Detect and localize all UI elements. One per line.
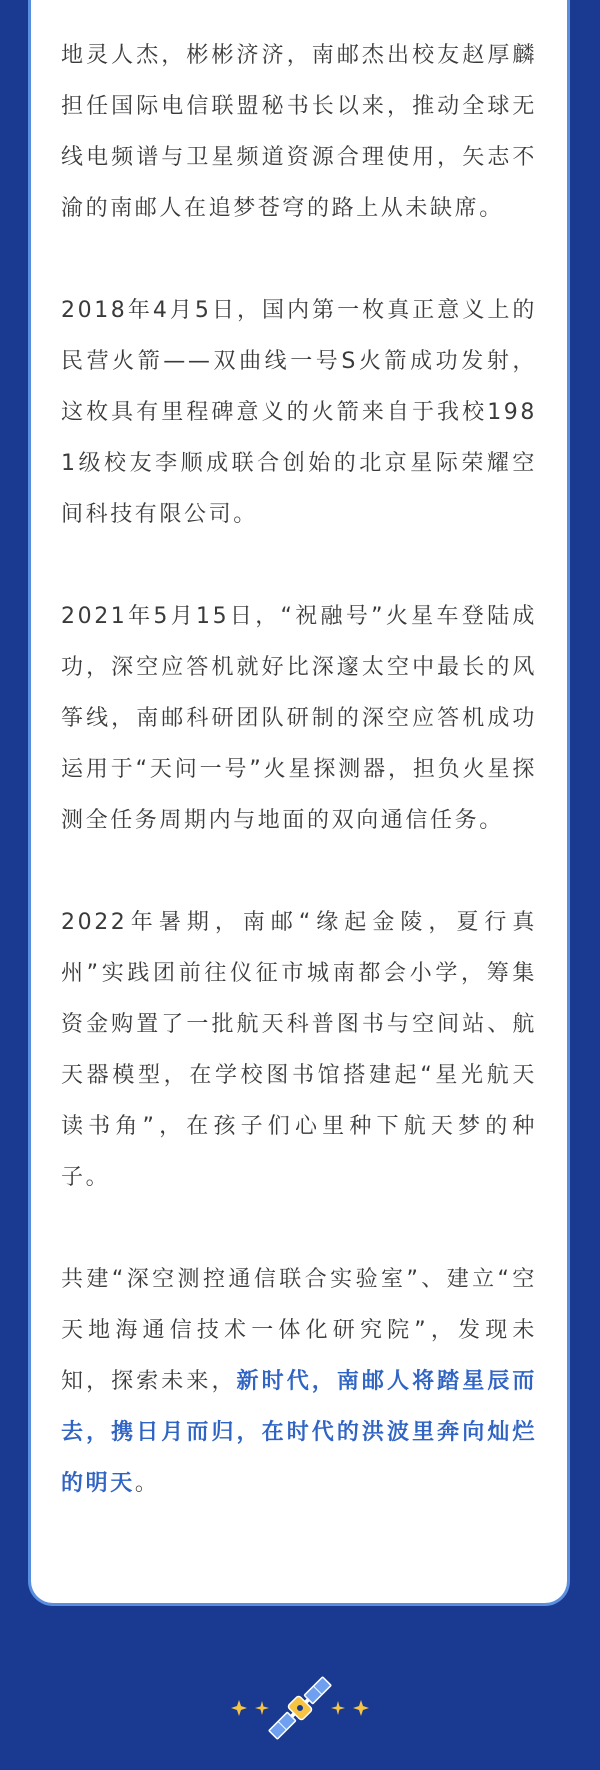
paragraph-5 [61, 1254, 537, 1509]
paragraph-5-highlight: 新时代，南邮人将踏星辰而去，携日月而归，在时代的洪波里奔向灿烂的明天 [61, 1369, 537, 1496]
paragraph-3: 2021年5月15日，“祝融号”火星车登陆成功，深空应答机就好比深邃太空中最长的风筝线，南邮科研团队研制的深空应答机成功运用于“天问一号”火星探测器，担负火星探测全任务周期内与地面的双向通信任务。 [61, 604, 537, 833]
satellite-icon [266, 1674, 334, 1740]
paragraph-1: 地灵人杰，彬彬济济，南邮杰出校友赵厚麟担任国际电信联盟秘书长以来，推动全球无线电频谱与卫星频道资源合理使用，矢志不渝的南邮人在追梦苍穹的路上从未缺席。 [61, 43, 537, 221]
sparkle-icon [255, 1701, 269, 1715]
article-card [31, 0, 567, 1603]
sparkle-icon [353, 1700, 369, 1716]
footer-decoration [0, 1640, 600, 1740]
sparkle-icon [331, 1701, 345, 1715]
sparkle-icon [231, 1700, 247, 1716]
paragraph-2: 2018年4月5日，国内第一枚真正意义上的民营火箭——双曲线一号S火箭成功发射，这枚具有里程碑意义的火箭来自于我校1981级校友李顺成联合创始的北京星际荣耀空间科技有限公司。 [61, 298, 537, 527]
paragraph-4: 2022年暑期，南邮“缘起金陵，夏行真州”实践团前往仪征市城南都会小学，筹集资金购置了一批航天科普图书与空间站、航天器模型，在学校图书馆搭建起“星光航天读书角”，在孩子们心里种下航天梦的种子。 [61, 910, 537, 1190]
paragraph-5-end: 。 [134, 1471, 160, 1496]
paragraph-5-text: 共建“深空测控通信联合实验室”、建立“空天地海通信技术一体化研究院”，发现未知，探索未来， [61, 1267, 537, 1394]
